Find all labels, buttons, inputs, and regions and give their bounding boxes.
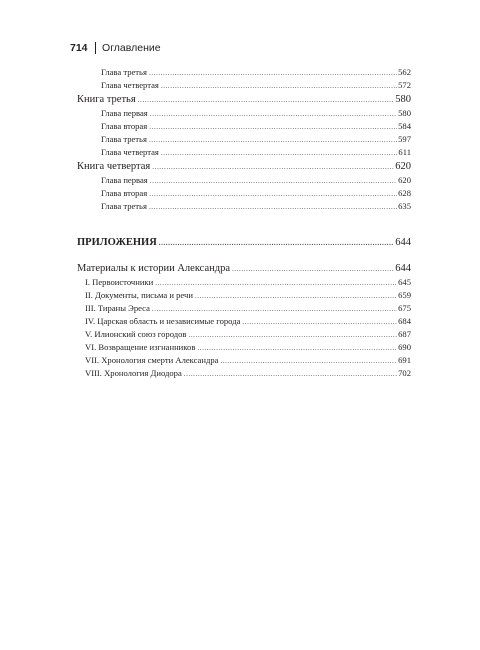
toc-entry-page: 628 bbox=[398, 188, 411, 198]
dot-leader bbox=[195, 290, 397, 303]
toc-entry-title: Глава третья bbox=[101, 134, 147, 144]
toc-entry bbox=[77, 146, 411, 159]
header-separator bbox=[95, 42, 97, 54]
section-spacer bbox=[77, 213, 411, 233]
toc-entry-page: 684 bbox=[398, 316, 411, 326]
dot-leader bbox=[149, 67, 397, 80]
toc-entry-title: Книга четвертая bbox=[77, 161, 151, 172]
toc-entry bbox=[77, 276, 411, 289]
toc-entry-title: Глава первая bbox=[101, 108, 148, 118]
toc-entry bbox=[77, 66, 411, 79]
dot-leader bbox=[149, 121, 397, 134]
toc-entry bbox=[77, 302, 411, 315]
dot-leader bbox=[150, 108, 397, 121]
dot-leader bbox=[232, 262, 394, 277]
section-spacer bbox=[77, 253, 411, 261]
toc-entry-page: 620 bbox=[395, 161, 411, 172]
toc-entry-title: Глава третья bbox=[101, 67, 147, 77]
toc-entry-title: Глава вторая bbox=[101, 188, 148, 198]
toc-entry-page: 562 bbox=[398, 67, 411, 77]
toc-entry-title: Глава четвертая bbox=[101, 147, 159, 157]
toc-entry-title: IV. Царская область и независимые города bbox=[85, 316, 241, 326]
toc-entry-page: 644 bbox=[395, 263, 411, 274]
toc-entry bbox=[77, 200, 411, 213]
toc-entry-page: 659 bbox=[398, 290, 411, 300]
toc-entry bbox=[77, 133, 411, 146]
toc-entry bbox=[77, 328, 411, 341]
dot-leader bbox=[149, 201, 397, 214]
dot-leader bbox=[242, 316, 397, 329]
dot-leader bbox=[149, 134, 397, 147]
dot-leader bbox=[150, 175, 397, 188]
toc-book-entry bbox=[77, 261, 411, 276]
toc-entry-page: 635 bbox=[398, 201, 411, 211]
toc-entry-page: 597 bbox=[398, 134, 411, 144]
toc-entry bbox=[77, 341, 411, 354]
toc-entry-title: ПРИЛОЖЕНИЯ bbox=[77, 237, 157, 248]
toc-entry-page: 645 bbox=[398, 277, 411, 287]
toc-entry-title: Глава вторая bbox=[101, 121, 148, 131]
dot-leader bbox=[161, 147, 398, 160]
toc-entry-page: 620 bbox=[398, 175, 411, 185]
toc-entry-title: Материалы к истории Александра bbox=[77, 263, 230, 274]
toc-entry bbox=[77, 367, 411, 380]
running-header bbox=[70, 41, 161, 55]
toc-entry bbox=[77, 79, 411, 92]
toc-entry-page: 690 bbox=[398, 342, 411, 352]
toc-entry-title: Книга третья bbox=[77, 94, 136, 105]
dot-leader bbox=[149, 188, 397, 201]
dot-leader bbox=[161, 80, 397, 93]
toc-entry-title: V. Илионский союз городов bbox=[85, 329, 187, 339]
page-number: 714 bbox=[70, 42, 88, 54]
toc-entry-page: 580 bbox=[398, 108, 411, 118]
toc-entry-title: III. Тираны Эреса bbox=[85, 303, 150, 313]
header-title: Оглавление bbox=[102, 42, 161, 54]
toc-entry bbox=[77, 187, 411, 200]
toc-entry-title: Глава четвертая bbox=[101, 80, 159, 90]
toc-entry-title: II. Документы, письма и речи bbox=[85, 290, 193, 300]
toc-entry-title: VII. Хронология смерти Александра bbox=[85, 355, 219, 365]
toc-entry-title: I. Первоисточники bbox=[85, 277, 154, 287]
toc-entry bbox=[77, 174, 411, 187]
dot-leader bbox=[188, 329, 397, 342]
toc-entry-page: 572 bbox=[398, 80, 411, 90]
toc-entry bbox=[77, 120, 411, 133]
toc-entry-page: 702 bbox=[398, 368, 411, 378]
toc-entry bbox=[77, 289, 411, 302]
toc-entry bbox=[77, 354, 411, 367]
toc-book-entry bbox=[77, 159, 411, 174]
toc-entry bbox=[77, 315, 411, 328]
toc-entry-page: 644 bbox=[395, 237, 411, 248]
toc-entry-page: 611 bbox=[398, 147, 411, 157]
toc-entry-title: Глава третья bbox=[101, 201, 147, 211]
dot-leader bbox=[152, 160, 394, 175]
toc-entry-page: 687 bbox=[398, 329, 411, 339]
dot-leader bbox=[138, 93, 395, 108]
toc-entry-page: 691 bbox=[398, 355, 411, 365]
table-of-contents bbox=[77, 66, 411, 380]
toc-section-entry bbox=[77, 233, 411, 253]
toc-book-entry bbox=[77, 92, 411, 107]
toc-entry-title: VIII. Хронология Диодора bbox=[85, 368, 182, 378]
toc-entry-page: 584 bbox=[398, 121, 411, 131]
toc-entry-page: 675 bbox=[398, 303, 411, 313]
toc-entry bbox=[77, 107, 411, 120]
toc-entry-title: Глава первая bbox=[101, 175, 148, 185]
dot-leader bbox=[184, 368, 397, 381]
toc-entry-page: 580 bbox=[395, 94, 411, 105]
dot-leader bbox=[197, 342, 397, 355]
dot-leader bbox=[159, 233, 394, 253]
toc-entry-title: VI. Возвращение изгнанников bbox=[85, 342, 196, 352]
dot-leader bbox=[220, 355, 397, 368]
